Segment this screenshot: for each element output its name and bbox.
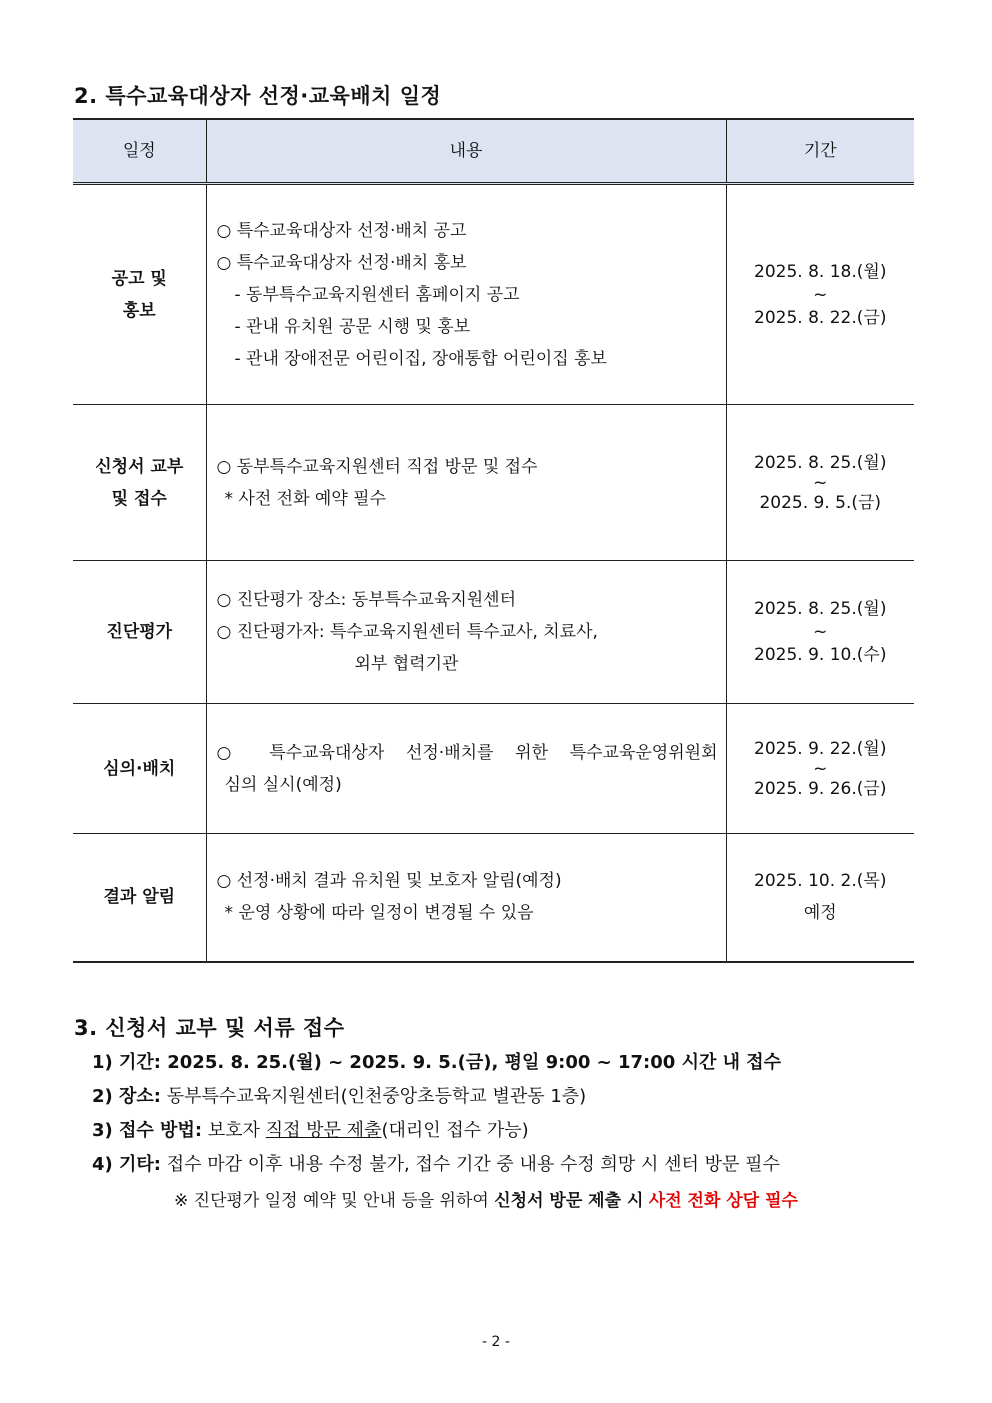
period-tilde: ~ — [813, 622, 828, 642]
period-start: 2025. 8. 25.(월) — [754, 599, 887, 619]
content-cell — [206, 184, 726, 405]
content-line: ○ 선정·배치 결과 유치원 및 보호자 알림(예정) — [216, 871, 562, 892]
item-period — [92, 1046, 781, 1080]
period-end: 2025. 9. 10.(수) — [754, 645, 887, 665]
period-cell — [726, 704, 914, 834]
table-row — [73, 834, 914, 962]
item-method — [92, 1114, 781, 1148]
schedule-cell — [73, 405, 206, 561]
period-cell — [726, 834, 914, 962]
content-cell — [206, 704, 726, 834]
table-row — [73, 405, 914, 561]
period-note: 예정 — [803, 903, 837, 924]
item-method-underlined: 직접 방문 제출 — [265, 1120, 382, 1141]
content-line: ○ 특수교육대상자 선정·배치 홍보 — [216, 252, 467, 273]
period-tilde: ~ — [813, 284, 828, 305]
schedule-cell — [73, 184, 206, 405]
period-start: 2025. 10. 2.(목) — [754, 871, 887, 892]
item-etc-label: 4) 기타: — [92, 1154, 161, 1175]
period-tilde: ~ — [813, 472, 828, 493]
table-row — [73, 704, 914, 834]
content-line: ○ 동부특수교육지원센터 직접 방문 및 접수 — [216, 456, 538, 477]
schedule-cell — [73, 834, 206, 962]
header-content: 내용 — [206, 119, 726, 184]
content-line: - 동부특수교육지원센터 홈페이지 공고 — [234, 284, 520, 305]
schedule-cell — [73, 561, 206, 704]
note-red-text: 사전 전화 상담 필수 — [648, 1191, 798, 1211]
content-line: * 사전 전화 예약 필수 — [224, 488, 386, 509]
period-end: 2025. 9. 26.(금) — [754, 778, 887, 799]
content-line: - 관내 유치원 공문 시행 및 홍보 — [234, 316, 471, 337]
schedule-text: 심의·배치 — [103, 758, 176, 779]
schedule-text: 홍보 — [122, 300, 156, 321]
page-number: - 2 - — [482, 1334, 510, 1350]
section-3-items — [92, 1046, 781, 1182]
item-place-value: 동부특수교육지원센터(인천중앙초등학교 별관동 1층) — [166, 1086, 587, 1107]
period-end: 2025. 9. 5.(금) — [759, 492, 882, 513]
content-line: - 관내 장애전문 어린이집, 장애통합 어린이집 홍보 — [234, 348, 607, 369]
note-bold-text: 신청서 방문 제출 시 — [494, 1191, 644, 1211]
content-line: ○ 진단평가 장소: 동부특수교육지원센터 — [216, 590, 517, 610]
item-period-text: 1) 기간: 2025. 8. 25.(월) ~ 2025. 9. 5.(금), 평일 9:00 ~ 17:00 시간 내 접수 — [92, 1052, 782, 1073]
schedule-text: 결과 알림 — [103, 887, 176, 908]
header-schedule: 일정 — [73, 119, 206, 184]
item-method-note: (대리인 접수 가능) — [381, 1120, 529, 1141]
content-line: ○ 진단평가자: 특수교육지원센터 특수교사, 치료사, — [216, 622, 598, 642]
content-cell — [206, 405, 726, 561]
content-cell — [206, 834, 726, 962]
content-line: ○ 특수교육대상자 선정·배치 공고 — [216, 220, 467, 241]
content-line: 외부 협력기관 — [354, 654, 459, 674]
schedule-text: 공고 및 — [111, 268, 167, 289]
section-3-title: 3. 신청서 교부 및 서류 접수 — [74, 1016, 345, 1040]
period-end: 2025. 8. 22.(금) — [754, 307, 887, 328]
period-start: 2025. 8. 25.(월) — [754, 452, 887, 473]
table-row — [73, 561, 914, 704]
item-method-value: 보호자 — [207, 1120, 260, 1141]
content-cell — [206, 561, 726, 704]
schedule-text: 신청서 교부 — [95, 456, 184, 477]
header-period: 기간 — [726, 119, 914, 184]
table-row — [73, 184, 914, 405]
item-method-label: 3) 접수 방법: — [92, 1120, 203, 1141]
period-cell — [726, 405, 914, 561]
item-etc — [92, 1148, 781, 1182]
schedule-text: 및 접수 — [111, 488, 167, 509]
period-start: 2025. 9. 22.(월) — [754, 738, 887, 759]
note-text: ※ 진단평가 일정 예약 및 안내 등을 위하여 — [174, 1191, 489, 1211]
period-start: 2025. 8. 18.(월) — [754, 261, 887, 282]
period-cell — [726, 561, 914, 704]
item-place-label: 2) 장소: — [92, 1086, 161, 1107]
period-cell — [726, 184, 914, 405]
content-line: ○ 특수교육대상자 선정·배치를 위한 특수교육운영위원회 — [216, 742, 718, 763]
schedule-table — [73, 118, 914, 963]
section-2-title: 2. 특수교육대상자 선정·교육배치 일정 — [74, 84, 442, 108]
item-etc-value: 접수 마감 이후 내용 수정 불가, 접수 기간 중 내용 수정 희망 시 센터 방문 필수 — [166, 1154, 780, 1175]
period-tilde: ~ — [813, 758, 828, 779]
reference-note — [174, 1186, 798, 1211]
schedule-cell — [73, 704, 206, 834]
schedule-text: 진단평가 — [106, 622, 173, 642]
item-place — [92, 1080, 781, 1114]
content-line: 심의 실시(예정) — [224, 774, 342, 795]
table-header-row — [73, 119, 914, 184]
content-line: * 운영 상황에 따라 일정이 변경될 수 있음 — [224, 903, 534, 924]
